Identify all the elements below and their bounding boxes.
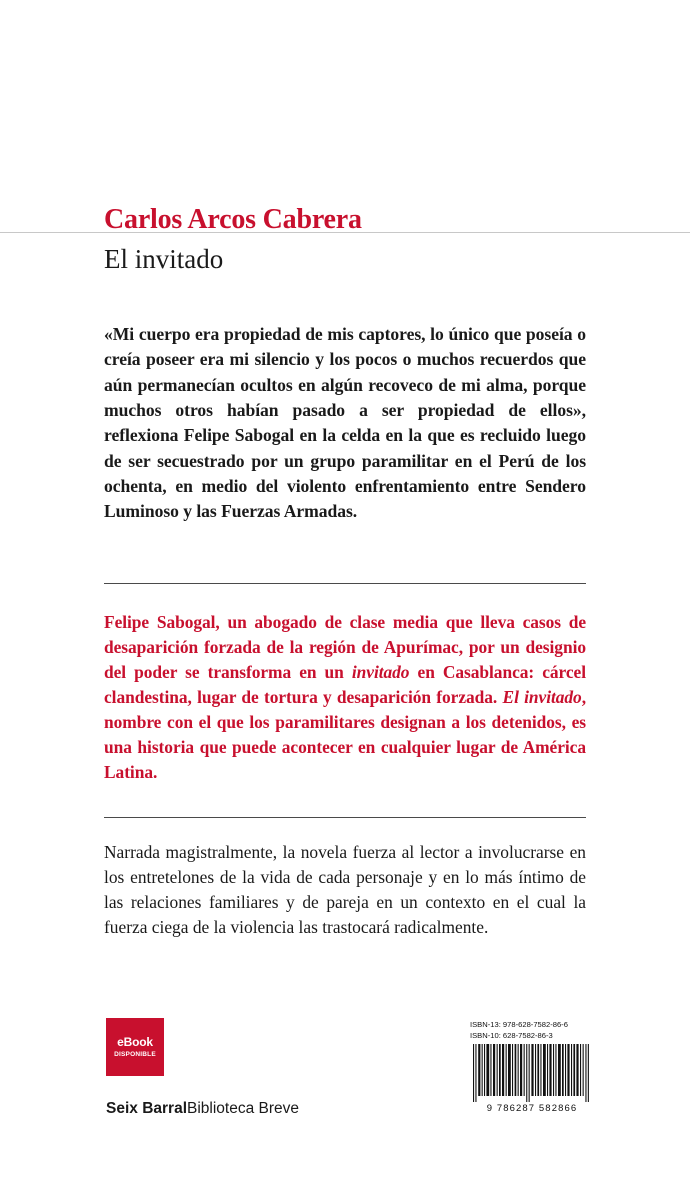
- ebook-badge-sublabel: DISPONIBLE: [114, 1051, 156, 1059]
- blurb-divider-top: [104, 583, 586, 584]
- book-title: El invitado: [104, 244, 224, 274]
- isbn10-text: ISBN-10: 628-7582-86-3: [470, 1031, 553, 1040]
- barcode-digits: 9 786287 582866: [486, 1103, 578, 1114]
- isbn13-text: ISBN-13: 978-628-7582-86-6: [470, 1020, 568, 1029]
- highlight-italic-2: El invitado: [502, 687, 582, 708]
- barcode-area: [472, 1044, 592, 1114]
- ebook-available-badge: [106, 1018, 164, 1076]
- imprint-line: [106, 1100, 299, 1118]
- blurb-closing-paragraph: Narrada magistralmente, la novela fuerza al lector a involucrarse en los entretelones de la vida de cada personaje y en lo más íntimo de las relaciones familiares y de pareja en un contexto en el cual la fuerza ciega de la violencia las trastocará radicalmente.: [104, 842, 586, 938]
- highlight-text-2: en Casablanca: cárcel clandestina, lugar de tortura y desaparición forzada.: [104, 662, 586, 708]
- collection-name: Biblioteca Breve: [187, 1100, 300, 1117]
- isbn-block: [470, 1019, 590, 1041]
- blurb-quote-paragraph: «Mi cuerpo era propiedad de mis captores, lo único que poseía o creía poseer era mi silencio y los pocos o muchos recuerdos que aún permanecían ocultos en algún recoveco de mi alma, porque muchos otros habían pasado a ser propiedad de ellos», reflexiona Felipe Sabogal en la celda en la que es recluido luego de ser secuestrado por un grupo paramilitar en el Perú de los ochenta, en medio del violento enfrentamiento entre Sendero Luminoso y las Fuerzas Armadas.: [104, 324, 586, 522]
- ebook-badge-label: eBook: [117, 1034, 153, 1049]
- blurb-highlight-paragraph: [104, 610, 586, 785]
- highlight-text-1: Felipe Sabogal, un abogado de clase media que lleva casos de desaparición forzada de la región de Apurímac, por un designio del poder se transforma en un: [104, 612, 586, 683]
- book-author: Carlos Arcos Cabrera: [104, 204, 362, 235]
- highlight-text-3: , nombre con el que los paramilitares designan a los detenidos, es una historia que puede acontecer en cualquier lugar de América Latina.: [104, 687, 587, 783]
- highlight-italic-1: invitado: [351, 662, 410, 683]
- barcode-icon: [472, 1044, 592, 1102]
- publisher-name: Seix Barral: [106, 1100, 187, 1117]
- blurb-divider-bottom: [104, 817, 586, 818]
